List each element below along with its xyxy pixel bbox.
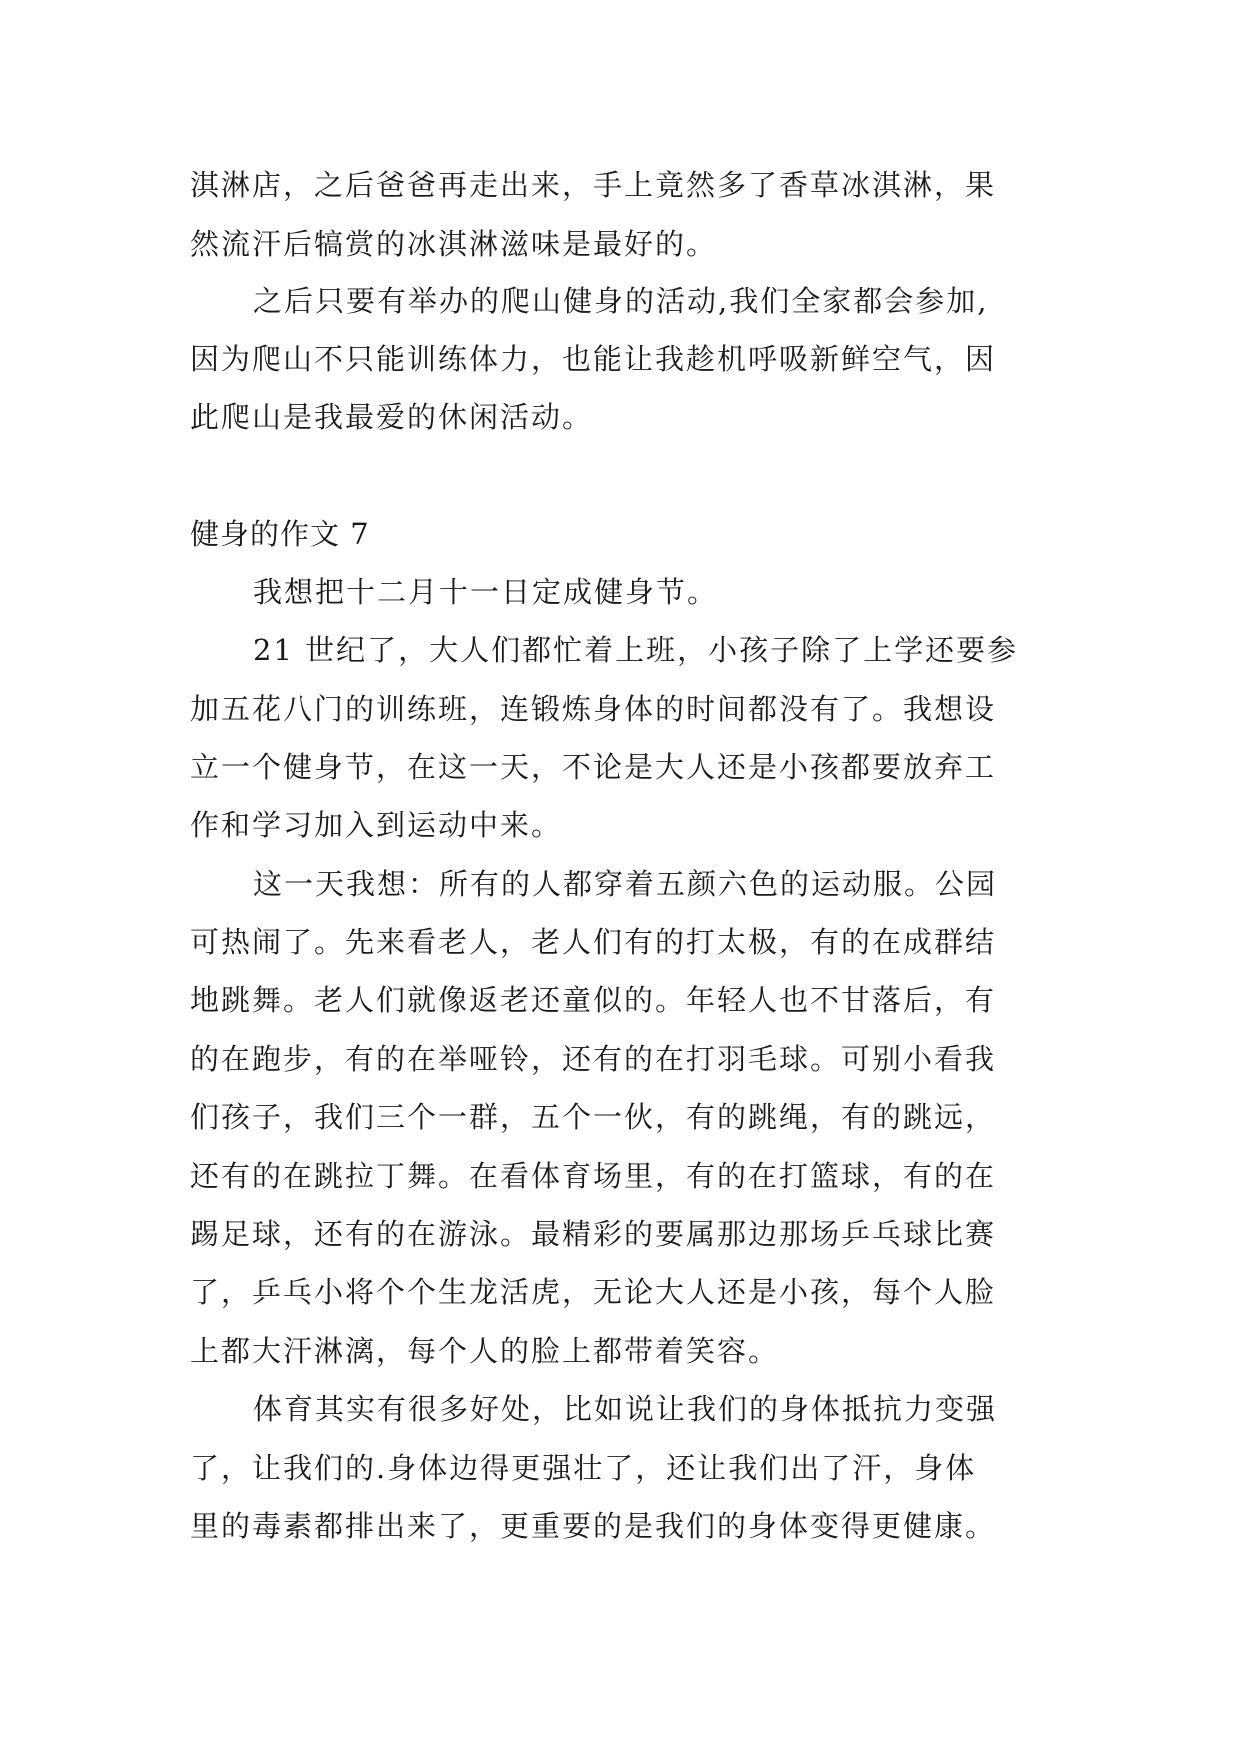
text-line: 然流汗后犒赏的冰淇淋滋味是最好的。 xyxy=(190,227,718,261)
text-line: 了，让我们的.身体边得更强壮了，还让我们出了汗，身体 xyxy=(190,1451,977,1485)
text-line: 淇淋店，之后爸爸再走出来，手上竟然多了香草冰淇淋，果 xyxy=(190,168,997,202)
paragraph-first-line: 体育其实有很多好处，比如说让我们的身体抵抗力变强 xyxy=(253,1392,998,1426)
paragraph-first-line: 我想把十二月十一日定成健身节。 xyxy=(253,575,719,609)
text-line: 的在跑步，有的在举哑铃，还有的在打羽毛球。可别小看我 xyxy=(190,1042,997,1076)
text-line: 此爬山是我最爱的休闲活动。 xyxy=(190,400,594,434)
text-line: 上都大汗淋漓，每个人的脸上都带着笑容。 xyxy=(190,1334,780,1368)
text-line: 地跳舞。老人们就像返老还童似的。年轻人也不甘落后，有 xyxy=(190,983,997,1017)
text-line: 了，乒乓小将个个生龙活虎，无论大人还是小孩，每个人脸 xyxy=(190,1275,997,1309)
text-line: 们孩子，我们三个一群，五个一伙，有的跳绳，有的跳远， xyxy=(190,1100,997,1134)
text-line: 还有的在跳拉丁舞。在看体育场里，有的在打篮球，有的在 xyxy=(190,1159,997,1193)
text-line: 踢足球，还有的在游泳。最精彩的要属那边那场乒乓球比赛 xyxy=(190,1217,997,1251)
text-line: 里的毒素都排出来了，更重要的是我们的身体变得更健康。 xyxy=(190,1509,997,1543)
text-line: 作和学习加入到运动中来。 xyxy=(190,808,563,842)
text-line: 立一个健身节，在这一天，不论是大人还是小孩都要放弃工 xyxy=(190,750,997,784)
text-line: 因为爬山不只能训练体力，也能让我趁机呼吸新鲜空气，因 xyxy=(190,342,997,376)
essay-heading: 健身的作文 7 xyxy=(190,517,370,551)
text-line: 可热闹了。先来看老人，老人们有的打太极，有的在成群结 xyxy=(190,925,997,959)
paragraph-first-line: 之后只要有举办的爬山健身的活动,我们全家都会参加, xyxy=(253,284,989,318)
paragraph-first-line: 这一天我想：所有的人都穿着五颜六色的运动服。公园 xyxy=(253,867,998,901)
paragraph-first-line: 21 世纪了，大人们都忙着上班，小孩子除了上学还要参 xyxy=(253,633,1019,667)
text-line: 加五花八门的训练班，连锻炼身体的时间都没有了。我想设 xyxy=(190,692,997,726)
